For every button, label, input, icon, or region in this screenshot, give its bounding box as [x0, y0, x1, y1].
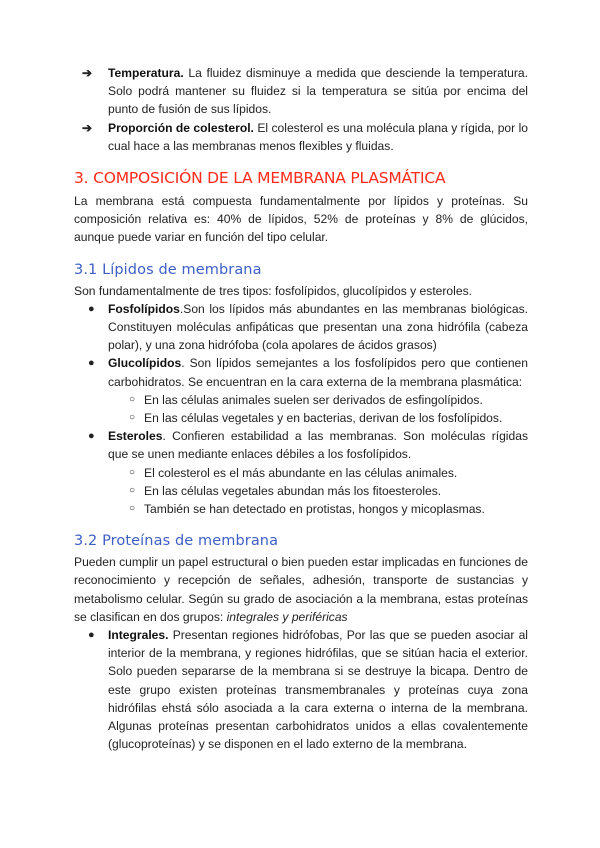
section-3-heading: 3. COMPOSICIÓN DE LA MEMBRANA PLASMÁTICA — [74, 169, 446, 188]
list-item-glucolipidos — [74, 354, 528, 427]
bullet-icon: ● — [88, 629, 95, 642]
item-text: El colesterol es una molécula plana y rígida, por lo cual hace a las membranas menos flexibles y fluidas. — [108, 120, 528, 153]
esteroles-sublist — [108, 464, 528, 519]
sublist-item-text: En las células vegetales abundan más los fitoesteroles. — [144, 483, 442, 498]
section-3-2-heading: 3.2 Proteínas de membrana — [74, 533, 279, 550]
sublist-item — [108, 500, 528, 518]
document-page — [74, 64, 528, 754]
sublist-item — [108, 464, 528, 482]
circle-bullet-icon: ○ — [129, 466, 136, 478]
sublist-item-text: El colesterol es el más abundante en las células animales. — [144, 465, 458, 480]
protein-types-list — [74, 626, 528, 753]
item-text: Presentan regiones hidrófobas, Por las que se pueden asociar al interior de la membrana, y regiones hidrófilas, que se sitúan hacia el exterior. Solo pueden separarse de la membrana si se destruye la bicapa. Dentro de este grupo existen proteínas transmembranales y proteínas cuya zona hidrófilas ehstá sólo asociada a la cara externa o interna de la membrana. Algunas proteínas presentan carbohidratos unidos a ellas covalentemente (glucoproteínas) y se disponen en el lado externo de la membrana. — [108, 628, 528, 752]
section-3-2-paragraph — [74, 553, 528, 626]
circle-bullet-icon: ○ — [129, 412, 136, 424]
sublist-item-text: En las células animales suelen ser derivados de esfingolípidos. — [144, 392, 483, 407]
groups-italic: integrales y periféricas — [226, 609, 348, 624]
item-label: Proporción de colesterol. — [108, 120, 254, 135]
arrow-right-icon: ➔ — [82, 120, 93, 135]
arrow-list-item-temperatura — [74, 64, 528, 119]
paragraph-text: Pueden cumplir un papel estructural o bien pueden estar implicadas en funciones de reconocimiento y recepción de señales, adhesión, transporte de sustancias y metabolismo celular. Según su grado de asociación a la membrana, estas proteínas se clasifican en dos grupos: — [74, 555, 528, 624]
item-label: Temperatura. — [108, 66, 184, 80]
circle-bullet-icon: ○ — [129, 503, 136, 515]
item-text: .Son los lípidos más abundantes en las membranas biológicas. Constituyen moléculas anfipáticas que presentan una zona hidrófila (cabeza polar), y una zona hidrófoba (cola apolares de ácidos grasos) — [108, 301, 528, 353]
item-label: Integrales. — [108, 628, 169, 643]
arrow-list-item-colesterol — [74, 119, 528, 155]
list-item-fosfolipidos — [74, 300, 528, 355]
sublist-item-text: También se han detectado en protistas, hongos y micoplasmas. — [144, 502, 485, 517]
item-label: Esteroles — [108, 429, 163, 444]
item-text: . Confieren estabilidad a las membranas. Son moléculas rígidas que se unen mediante enlaces débiles a los fosfolípidos. — [108, 429, 528, 462]
bullet-icon: ● — [88, 302, 95, 315]
bullet-icon: ● — [88, 357, 95, 370]
bullet-icon: ● — [88, 430, 95, 443]
item-text: . Son lípidos semejantes a los fosfolípidos pero que contienen carbohidratos. Se encuentran en la cara externa de la membrana plasmática: — [108, 356, 528, 389]
list-item-integrales — [74, 626, 528, 753]
sublist-item — [108, 409, 528, 427]
circle-bullet-icon: ○ — [129, 484, 136, 496]
list-item-esteroles — [74, 427, 528, 518]
item-label: Fosfolípidos — [108, 301, 180, 316]
item-text: La fluidez disminuye a medida que desciende la temperatura. Solo podrá mantener su fluidez si la temperatura se sitúa por encima del punto de fusión de sus lípidos. — [108, 66, 528, 117]
lipid-types-list — [74, 300, 528, 518]
arrow-right-icon: ➔ — [82, 66, 93, 80]
section-3-1-heading: 3.1 Lípidos de membrana — [74, 261, 262, 278]
item-label: Glucolípidos — [108, 356, 182, 371]
circle-bullet-icon: ○ — [129, 393, 136, 405]
section-3-paragraph: La membrana está compuesta fundamentalmente por lípidos y proteínas. Su composición relativa es: 40% de lípidos, 52% de proteínas y 8% de glúcidos, aunque puede variar en función del tipo celular. — [74, 194, 528, 245]
sublist-item-text: En las células vegetales y en bacterias, derivan de los fosfolípidos. — [144, 411, 503, 426]
sublist-item — [108, 391, 528, 409]
section-3-1-intro: Son fundamentalmente de tres tipos: fosfolípidos, glucolípidos y esteroles. — [74, 283, 472, 298]
glucolipidos-sublist — [108, 391, 528, 427]
sublist-item — [108, 482, 528, 500]
